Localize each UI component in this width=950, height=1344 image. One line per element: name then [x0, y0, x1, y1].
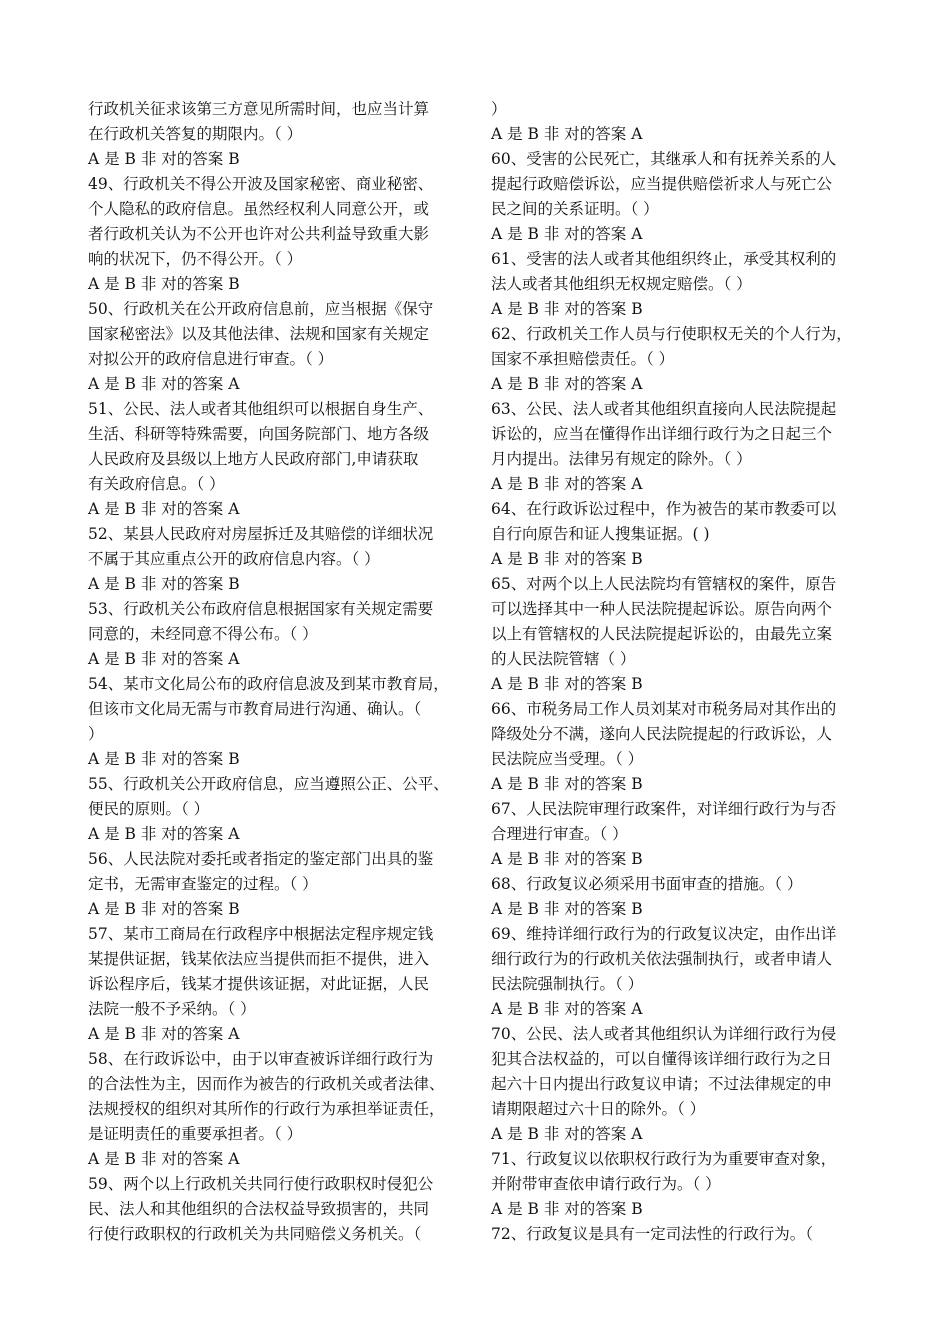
text-line: A 是 B 非 对的答案 A: [491, 225, 643, 243]
text-line: 犯其合法权益的，可以自懂得该详细行政行为之日: [491, 1050, 833, 1068]
text-line: 70、公民、法人或者其他组织认为详细行政行为侵: [491, 1025, 837, 1043]
text-line: A 是 B 非 对的答案 B: [491, 550, 643, 568]
text-line: A 是 B 非 对的答案 A: [491, 475, 643, 493]
text-line: ）: [491, 100, 507, 118]
text-line: A 是 B 非 对的答案 A: [88, 1025, 240, 1043]
text-line: 月内提出。法律另有规定的除外。（ ）: [491, 450, 752, 468]
left-text-column: [88, 97, 470, 1247]
text-line: 国家秘密法》以及其他法律、法规和国家有关规定: [88, 325, 430, 343]
text-line: A 是 B 非 对的答案 A: [88, 650, 240, 668]
text-line: 67、人民法院审理行政案件，对详细行政行为与否: [491, 800, 837, 818]
text-line: 诉讼的，应当在懂得作出详细行政行为之日起三个: [491, 425, 833, 443]
text-line: 定书，无需审查鉴定的过程。（ ）: [88, 875, 318, 893]
text-line: 66、市税务局工作人员刘某对市税务局对其作出的: [491, 700, 837, 718]
text-line: 个人隐私的政府信息。虽然经权利人同意公开，或: [88, 200, 430, 218]
text-line: 50、行政机关在公开政府信息前，应当根据《保守: [88, 300, 434, 318]
text-line: 68、行政复议必须采用书面审查的措施。（ ）: [491, 875, 803, 893]
text-line: 民法院强制执行。（ ）: [491, 975, 644, 993]
text-line: 以上有管辖权的人民法院提起诉讼的，由最先立案: [491, 625, 833, 643]
text-line: 诉讼程序后，钱某才提供该证据，对此证据，人民: [88, 975, 430, 993]
text-line: 64、在行政诉讼过程中，作为被告的某市教委可以: [491, 500, 837, 518]
text-line: A 是 B 非 对的答案 A: [88, 375, 240, 393]
text-line: A 是 B 非 对的答案 A: [88, 825, 240, 843]
text-line: A 是 B 非 对的答案 A: [88, 500, 240, 518]
text-line: 生活、科研等特殊需要，向国务院部门、地方各级: [88, 425, 430, 443]
text-line: A 是 B 非 对的答案 B: [491, 775, 643, 793]
text-line: 自行向原告和证人搜集证据。( ): [491, 525, 710, 543]
text-line: 54、某市文化局公布的政府信息波及到某市教育局，: [88, 675, 449, 693]
text-line: 合理进行审查。（ ）: [491, 825, 628, 843]
text-line: 降级处分不满，遂向人民法院提起的行政诉讼，人: [491, 725, 833, 743]
text-line: A 是 B 非 对的答案 B: [491, 675, 643, 693]
text-line: 者行政机关认为不公开也许对公共利益导致重大影: [88, 225, 430, 243]
text-line: 62、行政机关工作人员与行使职权无关的个人行为，: [491, 325, 852, 343]
text-line: 65、对两个以上人民法院均有管辖权的案件，原告: [491, 575, 837, 593]
text-line: 法人或者其他组织无权规定赔偿。（ ）: [491, 275, 752, 293]
text-line: 并附带审查依申请行政行为。（ ）: [491, 1175, 721, 1193]
text-line: 72、行政复议是具有一定司法性的行政行为。（: [491, 1225, 813, 1243]
text-line: 起六十日内提出行政复议申请；不过法律规定的申: [491, 1075, 833, 1093]
text-line: A 是 B 非 对的答案 A: [491, 1125, 643, 1143]
text-line: 对拟公开的政府信息进行审查。（ ）: [88, 350, 334, 368]
text-line: 有关政府信息。（ ）: [88, 475, 225, 493]
text-line: 民、法人和其他组织的合法权益导致损害的，共同: [88, 1200, 430, 1218]
text-line: 但该市文化局无需与市教育局进行沟通、确认。（: [88, 700, 422, 718]
text-line: 的人民法院管辖（ ）: [491, 650, 636, 668]
text-line: A 是 B 非 对的答案 A: [88, 1150, 240, 1168]
text-line: 60、受害的公民死亡，其继承人和有抚养关系的人: [491, 150, 837, 168]
text-line: 行使行政职权的行政机关为共同赔偿义务机关。（: [88, 1225, 422, 1243]
text-line: A 是 B 非 对的答案 A: [491, 125, 643, 143]
text-line: A 是 B 非 对的答案 B: [88, 150, 240, 168]
text-line: 响的状况下，仍不得公开。（ ）: [88, 250, 303, 268]
text-line: 55、行政机关公开政府信息，应当遵照公正、公平、: [88, 775, 449, 793]
text-line: 行政机关征求该第三方意见所需时间，也应当计算: [88, 100, 430, 118]
text-line: 可以选择其中一种人民法院提起诉讼。原告向两个: [491, 600, 833, 618]
text-line: 国家不承担赔偿责任。（ ）: [491, 350, 675, 368]
text-line: 56、人民法院对委托或者指定的鉴定部门出具的鉴: [88, 850, 434, 868]
text-line: 同意的，未经同意不得公布。（ ）: [88, 625, 318, 643]
text-line: A 是 B 非 对的答案 B: [88, 575, 240, 593]
text-line: A 是 B 非 对的答案 B: [491, 850, 643, 868]
text-line: 53、行政机关公布政府信息根据国家有关规定需要: [88, 600, 434, 618]
text-line: A 是 B 非 对的答案 A: [491, 375, 643, 393]
text-line: 便民的原则。（ ）: [88, 800, 210, 818]
text-line: 49、行政机关不得公开波及国家秘密、商业秘密、: [88, 175, 434, 193]
text-line: A 是 B 非 对的答案 B: [491, 300, 643, 318]
text-line: 52、某县人民政府对房屋拆迁及其赔偿的详细状况: [88, 525, 434, 543]
text-line: 不属于其应重点公开的政府信息内容。（ ）: [88, 550, 380, 568]
text-line: 人民政府及县级以上地方人民政府部门,申请获取: [88, 450, 419, 468]
text-line: 某提供证据，钱某依法应当提供而拒不提供，进入: [88, 950, 430, 968]
text-line: A 是 B 非 对的答案 B: [88, 275, 240, 293]
text-line: 51、公民、法人或者其他组织可以根据自身生产、: [88, 400, 434, 418]
text-line: 63、公民、法人或者其他组织直接向人民法院提起: [491, 400, 837, 418]
text-line: 法院一般不予采纳。（ ）: [88, 1000, 256, 1018]
text-line: 民法院应当受理。（ ）: [491, 750, 644, 768]
right-text-column: [491, 97, 871, 1247]
text-line: 58、在行政诉讼中，由于以审查被诉详细行政行为: [88, 1050, 434, 1068]
text-line: 在行政机关答复的期限内。（ ）: [88, 125, 303, 143]
text-line: 民之间的关系证明。（ ）: [491, 200, 659, 218]
text-line: 提起行政赔偿诉讼，应当提供赔偿祈求人与死亡公: [491, 175, 833, 193]
text-line: 是证明责任的重要承担者。（ ）: [88, 1125, 303, 1143]
text-line: 61、受害的法人或者其他组织终止，承受其权利的: [491, 250, 837, 268]
text-line: 59、两个以上行政机关共同行使行政职权时侵犯公: [88, 1175, 434, 1193]
text-line: 71、行政复议以依职权行政行为为重要审查对象，: [491, 1150, 837, 1168]
text-line: A 是 B 非 对的答案 B: [491, 900, 643, 918]
text-line: ）: [88, 725, 104, 743]
text-line: A 是 B 非 对的答案 B: [88, 900, 240, 918]
text-line: 57、某市工商局在行政程序中根据法定程序规定钱: [88, 925, 434, 943]
text-line: 细行政行为的行政机关依法强制执行，或者申请人: [491, 950, 833, 968]
text-line: A 是 B 非 对的答案 B: [88, 750, 240, 768]
text-line: A 是 B 非 对的答案 A: [491, 1000, 643, 1018]
text-line: 69、维持详细行政行为的行政复议决定，由作出详: [491, 925, 837, 943]
text-line: 请期限超过六十日的除外。（ ）: [491, 1100, 706, 1118]
text-line: 的合法性为主，因而作为被告的行政机关或者法律、: [88, 1075, 445, 1093]
text-line: A 是 B 非 对的答案 B: [491, 1200, 643, 1218]
text-line: 法规授权的组织对其所作的行政行为承担举证责任，: [88, 1100, 445, 1118]
